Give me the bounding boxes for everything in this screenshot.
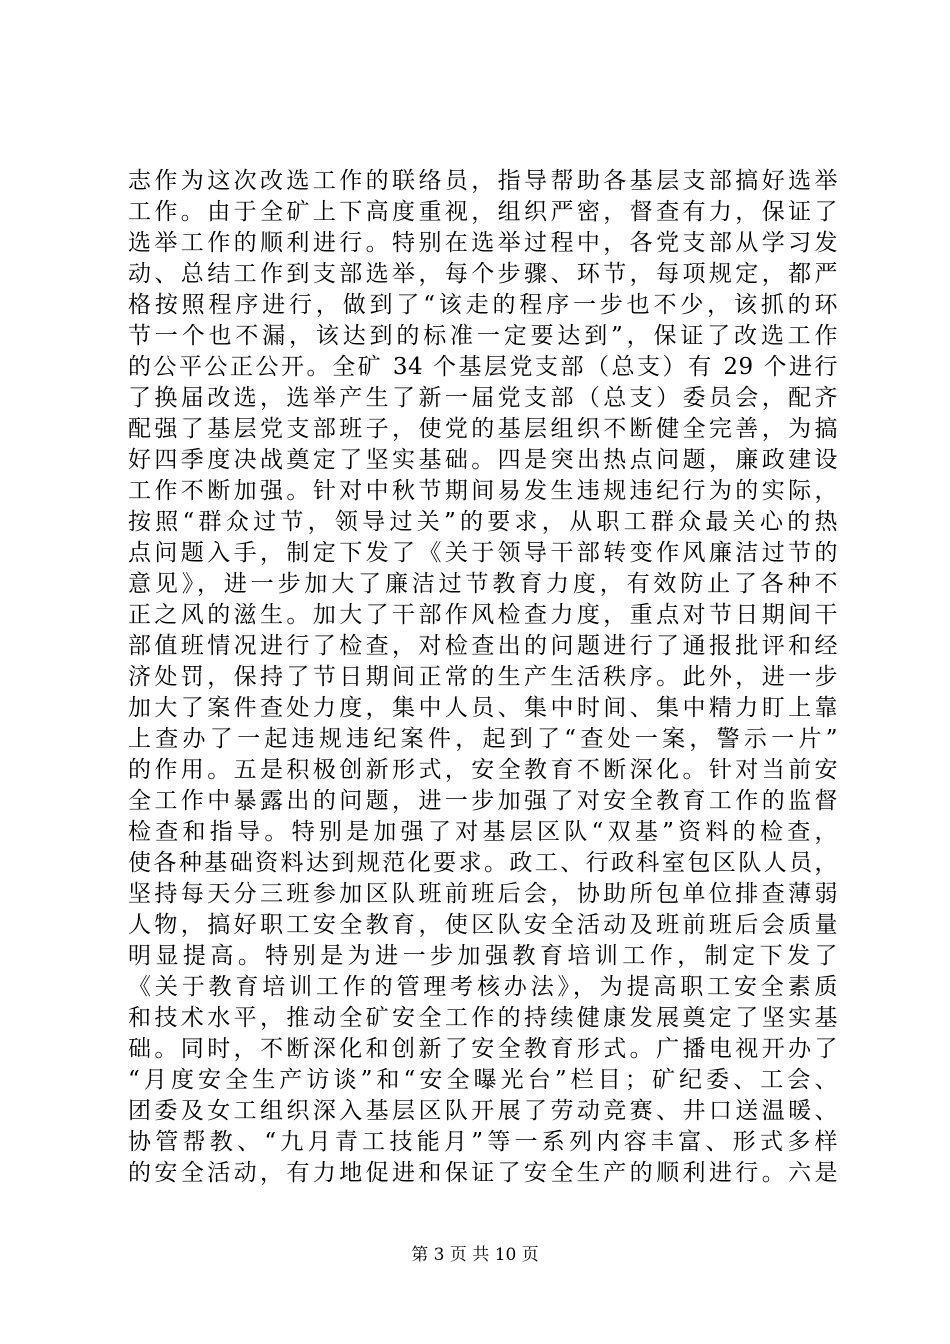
body-text [128,166,838,1189]
text-line: 和技术水平，推动全矿安全工作的持续健康发展奠定了坚实基 [128,1005,838,1031]
text-line: 选举工作的顺利进行。特别在选举过程中，各党支部从学习发 [128,230,838,256]
text-line: 节一个也不漏，该达到的标准一定要达到”，保证了改选工作 [128,323,838,349]
text-line: 检查和指导。特别是加强了对基层区队“双基”资料的检查， [128,819,838,845]
text-line: 志作为这次改选工作的联络员，指导帮助各基层支部搞好选举 [128,168,838,194]
text-line: 了换届改选，选举产生了新一届党支部（总支）委员会，配齐 [128,385,838,411]
text-line: 正之风的滋生。加大了干部作风检查力度，重点对节日期间干 [128,602,838,628]
text-line: 济处罚，保持了节日期间正常的生产生活秩序。此外，进一步 [128,664,838,690]
text-line: 工作。由于全矿上下高度重视，组织严密，督查有力，保证了 [128,199,838,225]
text-line: 配强了基层党支部班子，使党的基层组织不断健全完善，为搞 [128,416,838,442]
text-line: 按照“群众过节，领导过关”的要求，从职工群众最关心的热 [128,509,838,535]
text-line: 全工作中暴露出的问题，进一步加强了对安全教育工作的监督 [128,788,838,814]
text-line: 使各种基础资料达到规范化要求。政工、行政科室包区队人员， [128,850,838,876]
text-line: 动、总结工作到支部选举，每个步骤、环节，每项规定，都严 [128,261,838,287]
text-line: 明显提高。特别是为进一步加强教育培训工作，制定下发了 [128,943,838,969]
text-line: 加大了案件查处力度，集中人员、集中时间、集中精力盯上靠 [128,695,838,721]
text-line: 协管帮教、“九月青工技能月”等一系列内容丰富、形式多样 [128,1129,838,1155]
text-line: 工作不断加强。针对中秋节期间易发生违规违纪行为的实际， [128,478,838,504]
text-line: 《关于教育培训工作的管理考核办法》，为提高职工安全素质 [128,974,838,1000]
text-line: 人物，搞好职工安全教育，使区队安全活动及班前班后会质量 [128,912,838,938]
text-line: 格按照程序进行，做到了“该走的程序一步也不少，该抓的环 [128,292,838,318]
text-line: 坚持每天分三班参加区队班前班后会，协助所包单位排查薄弱 [128,881,838,907]
page-number-label: 第 3 页 共 10 页 [411,1245,539,1265]
text-line: 好四季度决战奠定了坚实基础。四是突出热点问题，廉政建设 [128,447,838,473]
text-line: 础。同时，不断深化和创新了安全教育形式。广播电视开办了 [128,1036,838,1062]
text-line: 意见》，进一步加大了廉洁过节教育力度，有效防止了各种不 [128,571,838,597]
text-line: “月度安全生产访谈”和“安全曝光台”栏目；矿纪委、工会、 [128,1067,838,1093]
text-line: 点问题入手，制定下发了《关于领导干部转变作风廉洁过节的 [128,540,838,566]
text-line: 团委及女工组织深入基层区队开展了劳动竞赛、井口送温暖、 [128,1098,838,1124]
text-line: 的公平公正公开。全矿 34 个基层党支部（总支）有 29 个进行 [128,354,838,380]
text-line: 部值班情况进行了检查，对检查出的问题进行了通报批评和经 [128,633,838,659]
text-line: 上查办了一起违规违纪案件，起到了“查处一案，警示一片” [128,726,838,752]
text-line: 的作用。五是积极创新形式，安全教育不断深化。针对当前安 [128,757,838,783]
text-line: 的安全活动，有力地促进和保证了安全生产的顺利进行。六是 [128,1160,838,1186]
page-footer [0,1244,950,1266]
